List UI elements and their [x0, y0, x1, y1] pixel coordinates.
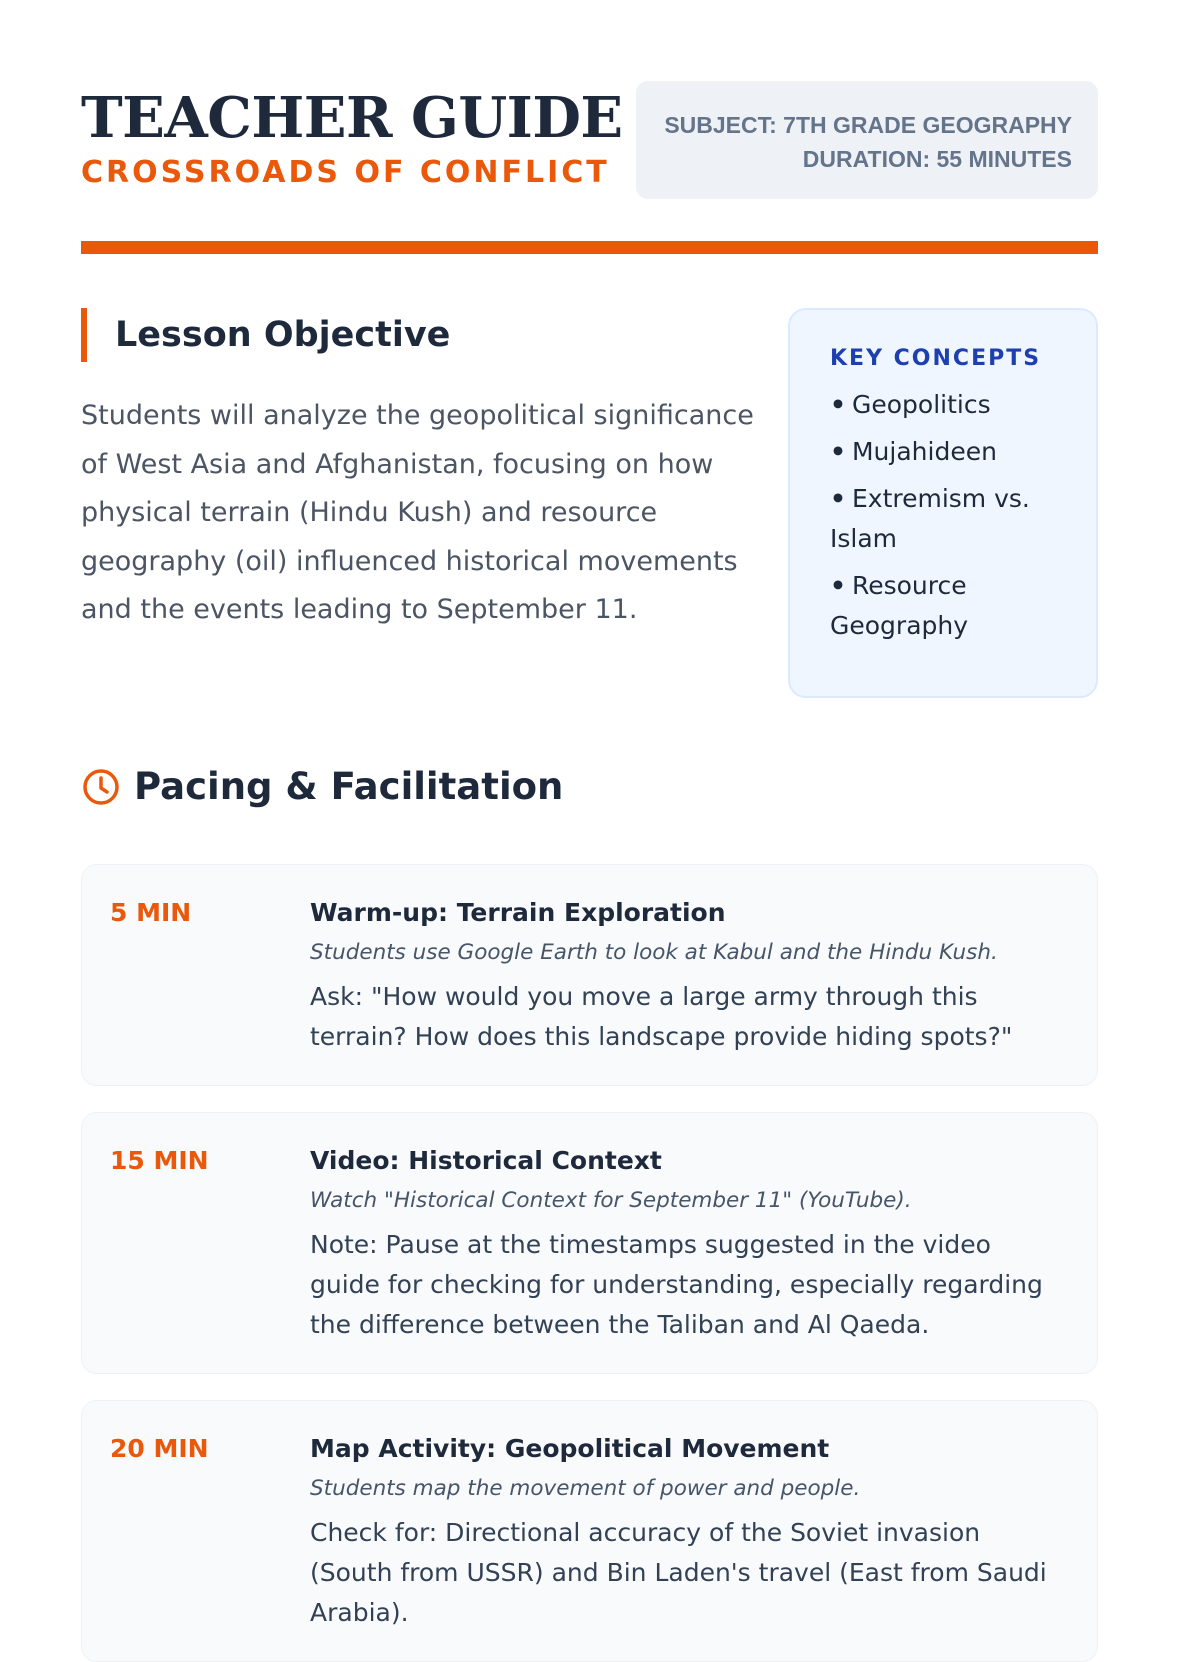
- step-note: Ask: "How would you move a large army through this terrain? How does this landscape provide hiding spots?": [310, 982, 1013, 1051]
- step-body: [310, 895, 1067, 1057]
- step-body: [310, 1143, 1067, 1345]
- objective-text: Students will analyze the geopolitical significance of West Asia and Afghanistan, focusing on how physical terrain (Hindu Kush) and resource geography (oil) influenced historical movements and the events leading to September 11.: [81, 400, 754, 625]
- page-subtitle: CROSSROADS OF CONFLICT: [81, 155, 610, 190]
- step-subtitle: Watch "Historical Context for September 11" (YouTube).: [310, 1188, 912, 1213]
- key-concepts-card: [788, 308, 1098, 698]
- key-concepts-list: [830, 385, 1076, 646]
- key-concepts-title: KEY CONCEPTS: [830, 346, 1042, 371]
- step-subtitle: Students map the movement of power and people.: [310, 1476, 861, 1501]
- step-duration: 15 MIN: [110, 1146, 209, 1175]
- pacing-step-card: [81, 1112, 1098, 1374]
- key-concept-item: • Geopolitics: [830, 390, 991, 419]
- lesson-meta-box: [636, 81, 1098, 199]
- step-body: [310, 1431, 1067, 1633]
- header-divider: [81, 241, 1098, 254]
- step-duration: 20 MIN: [110, 1434, 209, 1463]
- pacing-step-card: [81, 1400, 1098, 1662]
- lesson-objective-section: [81, 254, 1098, 714]
- clock-icon: [81, 767, 121, 807]
- duration-label: DURATION: 55 MINUTES: [802, 146, 1072, 172]
- step-note: Check for: Directional accuracy of the Soviet invasion (South from USSR) and Bin Laden's travel (East from Saudi Arabia).: [310, 1518, 1047, 1627]
- bullet-icon: •: [830, 390, 846, 419]
- step-subtitle: Students use Google Earth to look at Kabul and the Hindu Kush.: [310, 940, 998, 965]
- step-note: Note: Pause at the timestamps suggested in the video guide for checking for understanding, especially regarding the difference between the Taliban and Al Qaeda.: [310, 1230, 1043, 1339]
- subject-label: SUBJECT: 7TH GRADE GEOGRAPHY: [664, 112, 1072, 138]
- bullet-icon: •: [830, 484, 846, 513]
- page-title: TEACHER GUIDE: [81, 85, 623, 151]
- step-title: Warm-up: Terrain Exploration: [310, 898, 726, 927]
- key-concept-item: • Extremism vs. Islam: [830, 484, 1030, 553]
- step-duration: 5 MIN: [110, 898, 192, 927]
- objective-heading: Lesson Objective: [81, 308, 450, 362]
- bullet-icon: •: [830, 437, 846, 466]
- bullet-icon: •: [830, 571, 846, 600]
- pacing-step-card: [81, 864, 1098, 1086]
- key-concept-item: • Resource Geography: [830, 571, 969, 640]
- pacing-heading: Pacing & Facilitation: [134, 765, 564, 808]
- guide-header: [81, 0, 1098, 254]
- step-title: Map Activity: Geopolitical Movement: [310, 1434, 830, 1463]
- key-concept-item: • Mujahideen: [830, 437, 997, 466]
- step-title: Video: Historical Context: [310, 1146, 662, 1175]
- pacing-section-header: [81, 714, 1098, 864]
